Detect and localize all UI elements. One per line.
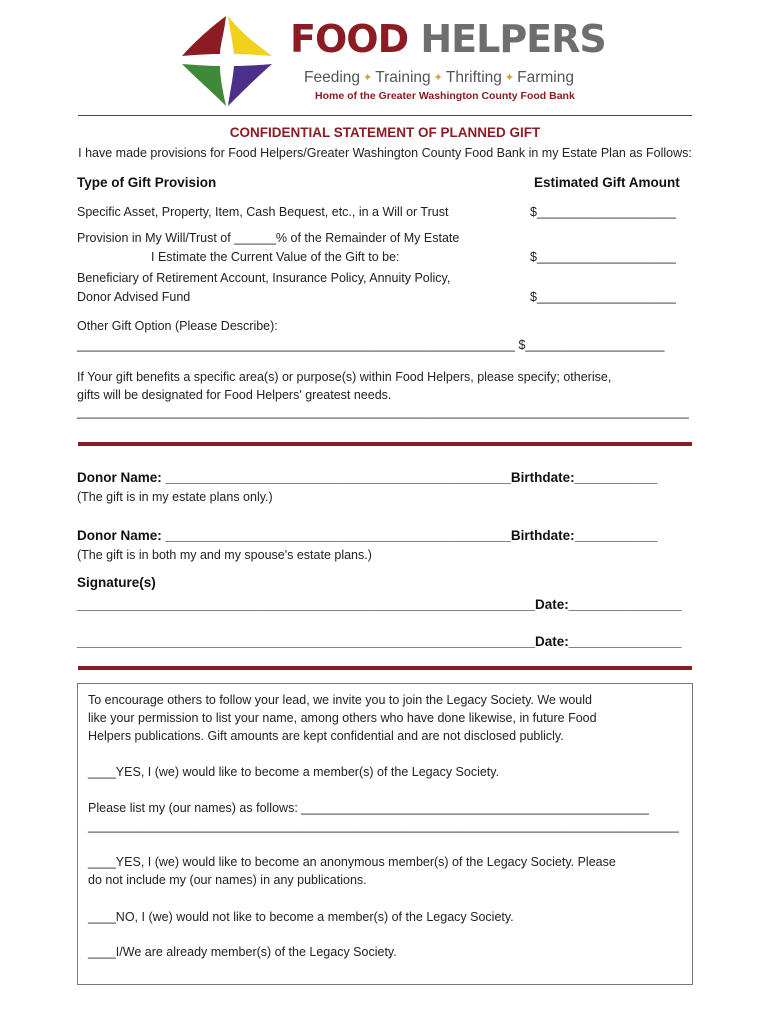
gift-row-asset: Specific Asset, Property, Item, Cash Bequest, etc., in a Will or Trust [77, 205, 449, 219]
section-divider [78, 666, 692, 670]
gift-row-beneficiary-cont: Donor Advised Fund [77, 290, 191, 304]
logo-purple-petal [228, 64, 272, 106]
tagline-training: Training [375, 69, 431, 86]
logo-green-petal [182, 64, 226, 106]
signatures-label: Signature(s) [77, 575, 156, 590]
column-header-amount: Estimated Gift Amount [534, 175, 680, 190]
legacy-anonymous-option[interactable]: ____YES, I (we) would like to become an anonymous member(s) of the Legacy Society. Please [88, 855, 616, 869]
gift-row-asset-amount-field[interactable]: $____________________ [530, 205, 676, 219]
legacy-yes-option[interactable]: ____YES, I (we) would like to become a member(s) of the Legacy Society. [88, 765, 500, 779]
legacy-society-box [77, 683, 693, 985]
gift-row-remainder: Provision in My Will/Trust of ______% of the Remainder of My Estate [77, 231, 460, 245]
legacy-list-names-field-cont[interactable]: _____________________________________________________________________________________ [88, 819, 679, 833]
section-divider [78, 442, 692, 446]
legacy-intro-cont: like your permission to list your name, among others who have done likewise, in future Food [88, 711, 597, 725]
gift-row-beneficiary-amount-field[interactable]: $____________________ [530, 290, 676, 304]
signature-1-field[interactable]: _____________________________________________________________Date:_______________ [77, 597, 682, 612]
brand-name [290, 17, 606, 61]
purpose-text-cont: gifts will be designated for Food Helpers' greatest needs. [77, 388, 392, 402]
column-header-type: Type of Gift Provision [77, 175, 217, 190]
tagline-separator-icon: ✦ [504, 72, 515, 84]
logo-maroon-petal [182, 16, 226, 56]
legacy-already-member-option[interactable]: ____I/We are already member(s) of the Legacy Society. [88, 945, 397, 959]
donor-1-note: (The gift is in my estate plans only.) [77, 490, 273, 504]
form-title: CONFIDENTIAL STATEMENT OF PLANNED GIFT [229, 125, 541, 140]
legacy-list-names-field[interactable]: Please list my (our names) as follows: __________________________________________________ [88, 801, 649, 815]
legacy-intro-cont: Helpers publications. Gift amounts are kept confidential and are not disclosed publicly. [88, 729, 564, 743]
legacy-no-option[interactable]: ____NO, I (we) would not like to become a member(s) of the Legacy Society. [88, 910, 514, 924]
tagline-thrifting: Thrifting [445, 69, 502, 86]
food-helpers-logo-icon [180, 14, 274, 108]
tagline-feeding: Feeding [304, 69, 361, 86]
legacy-anonymous-option-cont: do not include my (our names) in any publications. [88, 873, 367, 887]
purpose-field[interactable]: ________________________________________________________________________________________ [77, 405, 689, 419]
tagline-separator-icon: ✦ [363, 72, 373, 84]
header-divider [78, 115, 692, 116]
tagline-separator-icon: ✦ [433, 72, 443, 84]
tagline-farming: Farming [517, 69, 574, 86]
brand-tagline [304, 68, 574, 89]
gift-row-remainder-estimate: I Estimate the Current Value of the Gift to be: [151, 250, 400, 264]
legacy-intro: To encourage others to follow your lead, we invite you to join the Legacy Society. We would [88, 693, 592, 707]
brand-food: FOOD [290, 17, 409, 61]
donor-name-2-field[interactable]: Donor Name: ______________________________________________Birthdate:___________ [77, 528, 658, 543]
brand-helpers: HELPERS [420, 17, 606, 61]
gift-row-beneficiary: Beneficiary of Retirement Account, Insurance Policy, Annuity Policy, [77, 271, 451, 285]
gift-row-remainder-amount-field[interactable]: $____________________ [530, 250, 676, 264]
donor-2-note: (The gift is in both my and my spouse's estate plans.) [77, 548, 372, 562]
signature-2-field[interactable]: _____________________________________________________________Date:_______________ [77, 634, 682, 649]
purpose-text: If Your gift benefits a specific area(s) or purpose(s) within Food Helpers, please specify; otherise, [77, 370, 612, 384]
logo-yellow-petal [228, 16, 272, 56]
gift-row-other: Other Gift Option (Please Describe): [77, 319, 278, 333]
gift-row-other-fields[interactable]: _______________________________________________________________ $____________________ [77, 338, 665, 352]
home-subtitle: Home of the Greater Washington County Food Bank [315, 90, 575, 102]
donor-name-1-field[interactable]: Donor Name: ______________________________________________Birthdate:___________ [77, 470, 658, 485]
form-intro: I have made provisions for Food Helpers/Greater Washington County Food Bank in my Estate Plan as Follows: [78, 146, 692, 160]
